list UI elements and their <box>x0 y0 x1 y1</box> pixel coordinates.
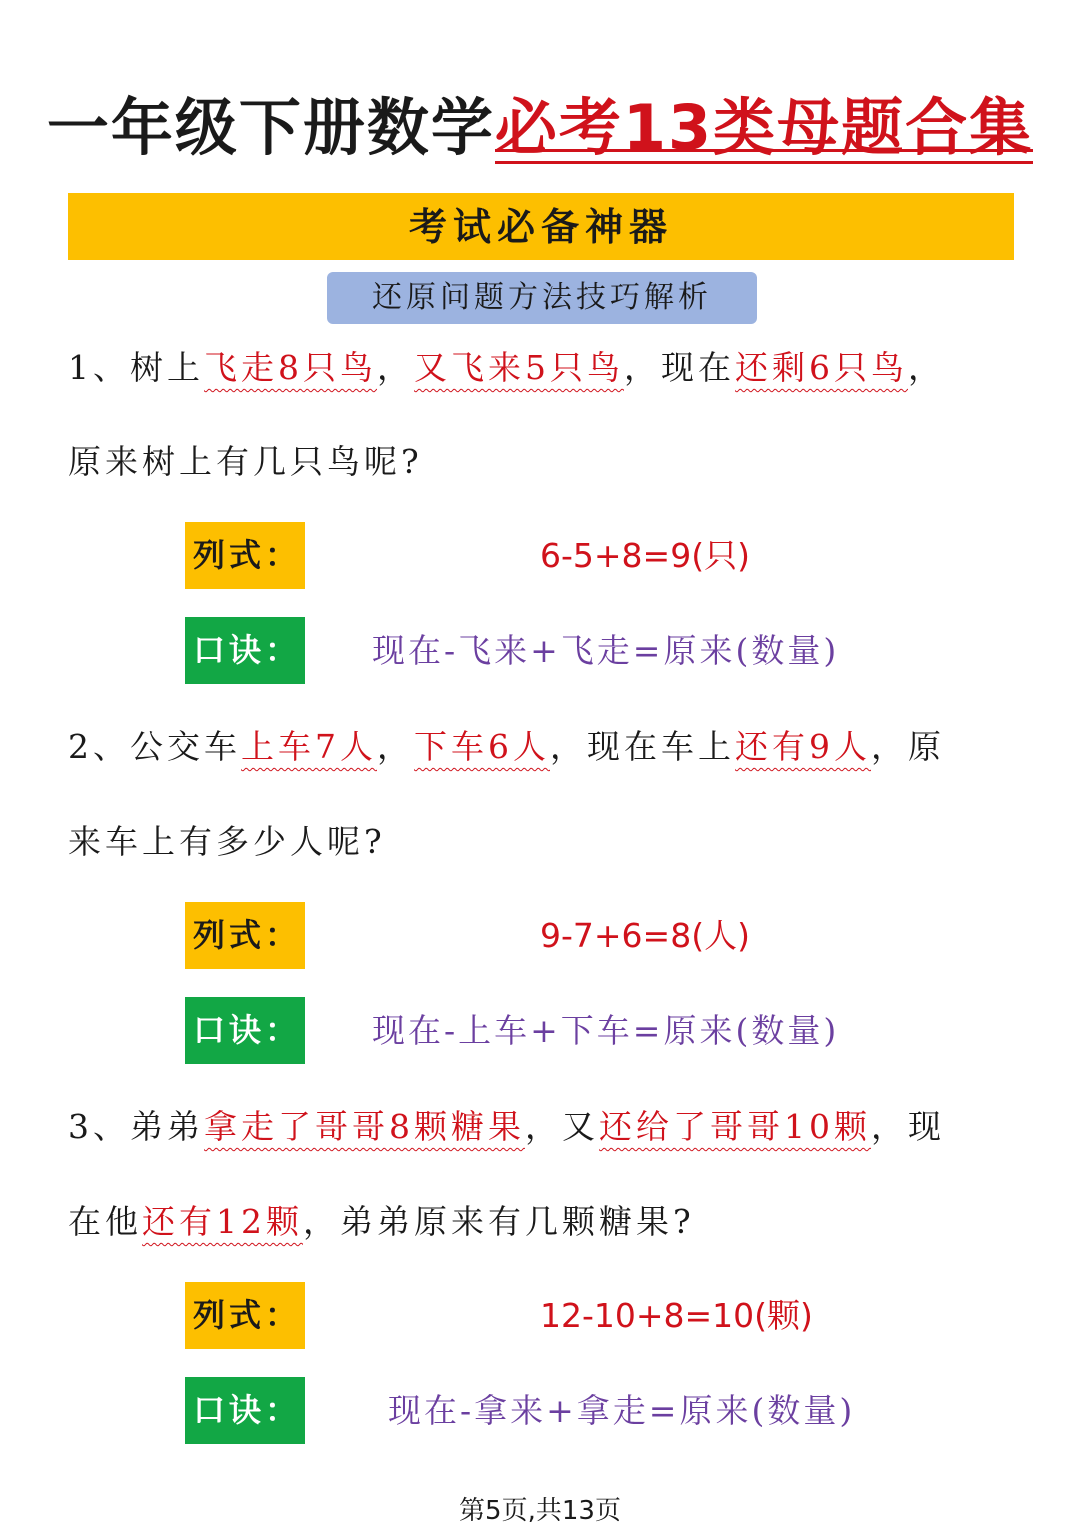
formula-label: 列式： <box>185 902 305 969</box>
question-2-line-2: 来车上有多少人呢? <box>68 822 386 861</box>
rhyme-label: 口诀： <box>185 617 305 684</box>
exam-banner: 考试必备神器 <box>68 193 1014 260</box>
title-black: 一年级下册数学 <box>46 91 495 164</box>
question-2-line-1: 2、公交车上车7人，下车6人，现在车上还有9人，原 <box>68 727 945 766</box>
rhyme-rule: 现在-上车+下车=原来(数量) <box>372 1011 840 1050</box>
page-title <box>0 88 1080 168</box>
title-red: 必考13类母题合集 <box>495 88 1033 168</box>
highlight: 上车7人 <box>241 727 377 766</box>
question-1-line-2: 原来树上有几只鸟呢? <box>68 442 423 481</box>
page-footer: 第5页,共13页 <box>459 1496 621 1526</box>
highlight: 还剩6只鸟 <box>735 348 908 387</box>
section-subtitle: 还原问题方法技巧解析 <box>327 272 757 324</box>
question-3-line-1: 3、弟弟拿走了哥哥8颗糖果，又还给了哥哥10颗，现 <box>68 1107 945 1146</box>
highlight: 还给了哥哥10颗 <box>599 1107 871 1146</box>
question-3-line-2: 在他还有12颗，弟弟原来有几颗糖果? <box>68 1202 695 1241</box>
formula-expression: 9-7+6=8(人) <box>540 916 750 955</box>
rhyme-rule: 现在-拿来+拿走=原来(数量) <box>388 1391 856 1430</box>
highlight: 飞走8只鸟 <box>204 348 377 387</box>
rhyme-label: 口诀： <box>185 997 305 1064</box>
formula-label: 列式： <box>185 1282 305 1349</box>
formula-expression: 6-5+8=9(只) <box>540 536 750 575</box>
question-1-line-1: 1、树上飞走8只鸟，又飞来5只鸟，现在还剩6只鸟， <box>68 348 945 387</box>
highlight: 还有9人 <box>735 727 871 766</box>
rhyme-rule: 现在-飞来+飞走=原来(数量) <box>372 631 840 670</box>
highlight: 拿走了哥哥8颗糖果 <box>204 1107 525 1146</box>
formula-label: 列式： <box>185 522 305 589</box>
highlight: 还有12颗 <box>142 1202 303 1241</box>
highlight: 又飞来5只鸟 <box>414 348 624 387</box>
formula-expression: 12-10+8=10(颗) <box>540 1296 813 1335</box>
rhyme-label: 口诀： <box>185 1377 305 1444</box>
highlight: 下车6人 <box>414 727 550 766</box>
